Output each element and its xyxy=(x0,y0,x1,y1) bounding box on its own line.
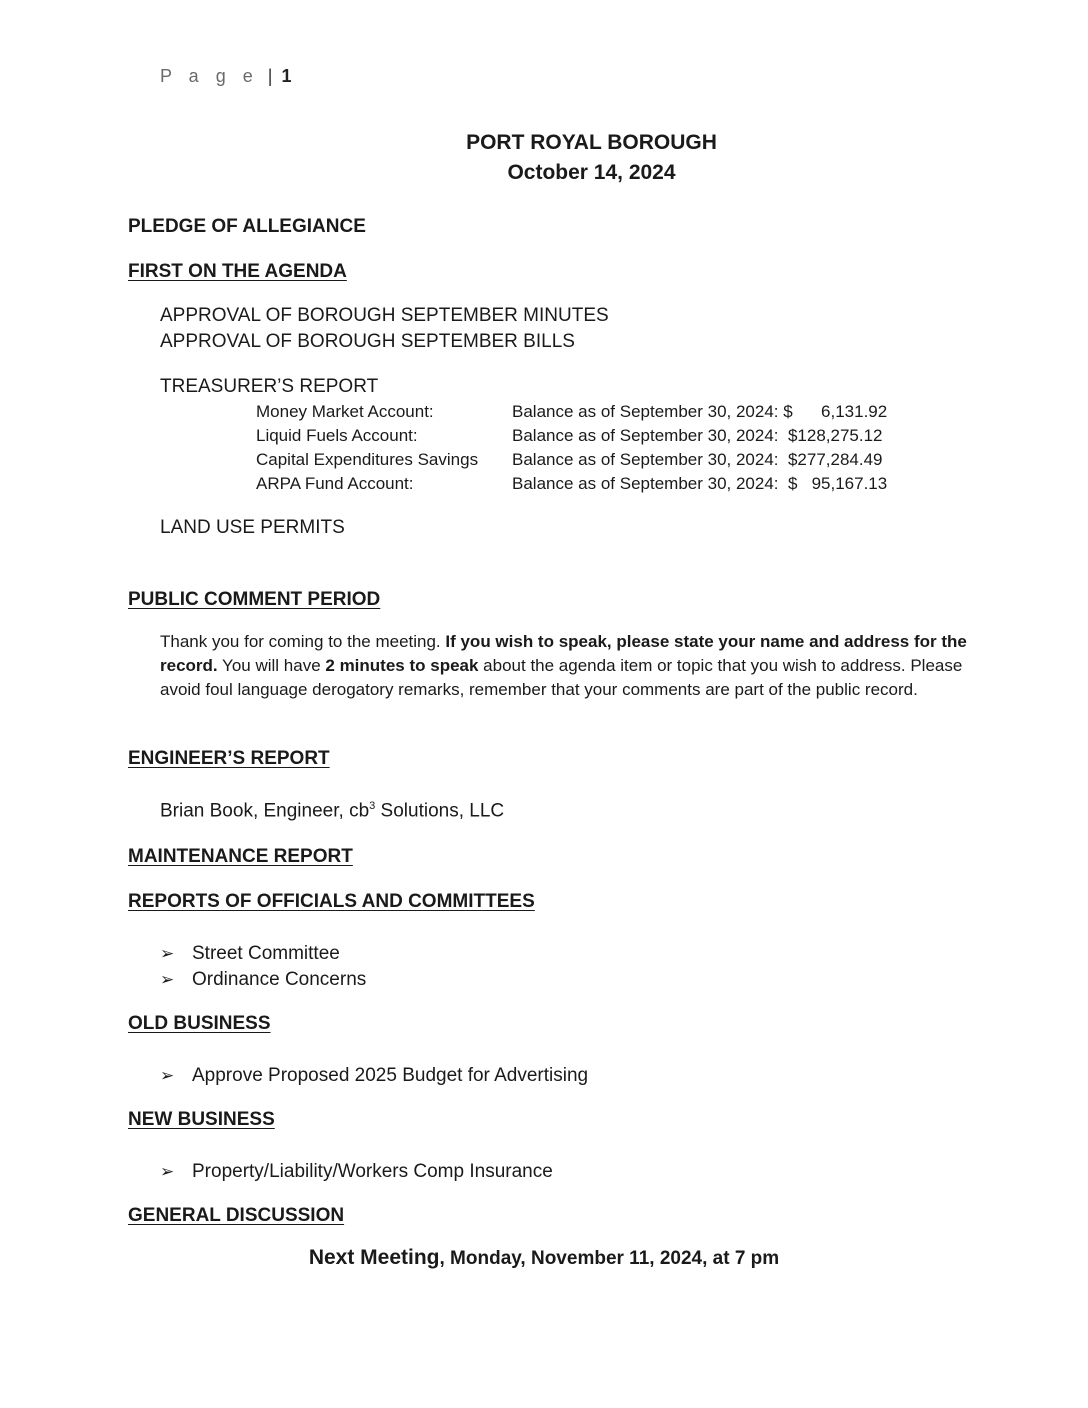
meeting-date: October 14, 2024 xyxy=(507,161,676,184)
new-business-heading: NEW BUSINESS xyxy=(128,1109,275,1130)
treasurer-report-heading: TREASURER’S REPORT xyxy=(160,376,379,397)
list-item xyxy=(160,1065,588,1087)
document-title: PORT ROYAL BOROUGH xyxy=(466,131,717,154)
engineer-name: Brian Book, Engineer, cb xyxy=(160,800,370,822)
account-name: Capital Expenditures Savings xyxy=(256,450,479,469)
page-label: P a g e xyxy=(160,66,259,86)
arrow-bullet-icon: ➢ xyxy=(160,944,175,963)
page-divider: | xyxy=(267,66,273,86)
list-item-label: Approve Proposed 2025 Budget for Advertising xyxy=(192,1065,589,1086)
land-use-permits-item: LAND USE PERMITS xyxy=(160,517,345,538)
account-name: ARPA Fund Account: xyxy=(256,474,414,493)
account-name: Money Market Account: xyxy=(256,402,434,421)
comment-bold-text: 2 minutes to speak xyxy=(325,656,479,675)
comment-text: about the agenda item or topic that you wish to address. Please avoid foul language derogatory remarks, remember that your comments are part of the public record. xyxy=(160,656,963,699)
list-item-label: Property/Liability/Workers Comp Insurance xyxy=(192,1161,553,1182)
engineer-report-heading: ENGINEER’S REPORT xyxy=(128,748,330,769)
old-business-heading: OLD BUSINESS xyxy=(128,1013,271,1034)
general-discussion-heading: GENERAL DISCUSSION xyxy=(128,1205,345,1226)
arrow-bullet-icon: ➢ xyxy=(160,1162,175,1181)
public-comment-paragraph xyxy=(160,630,970,702)
comment-text: Thank you for coming to the meeting. xyxy=(160,632,446,651)
page-number: 1 xyxy=(281,66,292,86)
comment-bold-text: If you wish to speak, please state your name and address for the record. xyxy=(160,632,967,675)
reports-officials-heading: REPORTS OF OFFICIALS AND COMMITTEES xyxy=(128,891,535,912)
page-number-header xyxy=(160,66,291,87)
arrow-bullet-icon: ➢ xyxy=(160,970,175,989)
next-meeting-label: Next Meeting xyxy=(308,1246,440,1269)
list-item xyxy=(160,943,340,965)
pledge-heading: PLEDGE OF ALLEGIANCE xyxy=(128,216,366,237)
first-agenda-heading: FIRST ON THE AGENDA xyxy=(128,261,347,282)
next-meeting-line xyxy=(0,1246,1088,1270)
comment-text: You will have xyxy=(217,656,326,675)
account-balance: Balance as of September 30, 2024: $ 95,167.13 xyxy=(512,474,888,493)
account-balance: Balance as of September 30, 2024: $128,275.12 xyxy=(512,426,883,445)
arrow-bullet-icon: ➢ xyxy=(160,1066,175,1085)
engineer-superscript: 3 xyxy=(369,800,376,812)
next-meeting-details: , Monday, November 11, 2024, at 7 pm xyxy=(439,1248,780,1269)
account-name: Liquid Fuels Account: xyxy=(256,426,418,445)
account-balance: Balance as of September 30, 2024: $ 6,131.92 xyxy=(512,402,888,421)
public-comment-heading: PUBLIC COMMENT PERIOD xyxy=(128,589,381,610)
engineer-line xyxy=(160,800,504,822)
maintenance-report-heading: MAINTENANCE REPORT xyxy=(128,846,353,867)
list-item xyxy=(160,1161,553,1183)
list-item xyxy=(160,969,366,991)
approval-minutes-item: APPROVAL OF BOROUGH SEPTEMBER MINUTES xyxy=(160,305,609,326)
engineer-company: Solutions, LLC xyxy=(375,800,505,822)
list-item-label: Street Committee xyxy=(192,943,340,964)
approval-bills-item: APPROVAL OF BOROUGH SEPTEMBER BILLS xyxy=(160,331,575,352)
account-balance: Balance as of September 30, 2024: $277,284.49 xyxy=(512,450,883,469)
list-item-label: Ordinance Concerns xyxy=(192,969,367,990)
